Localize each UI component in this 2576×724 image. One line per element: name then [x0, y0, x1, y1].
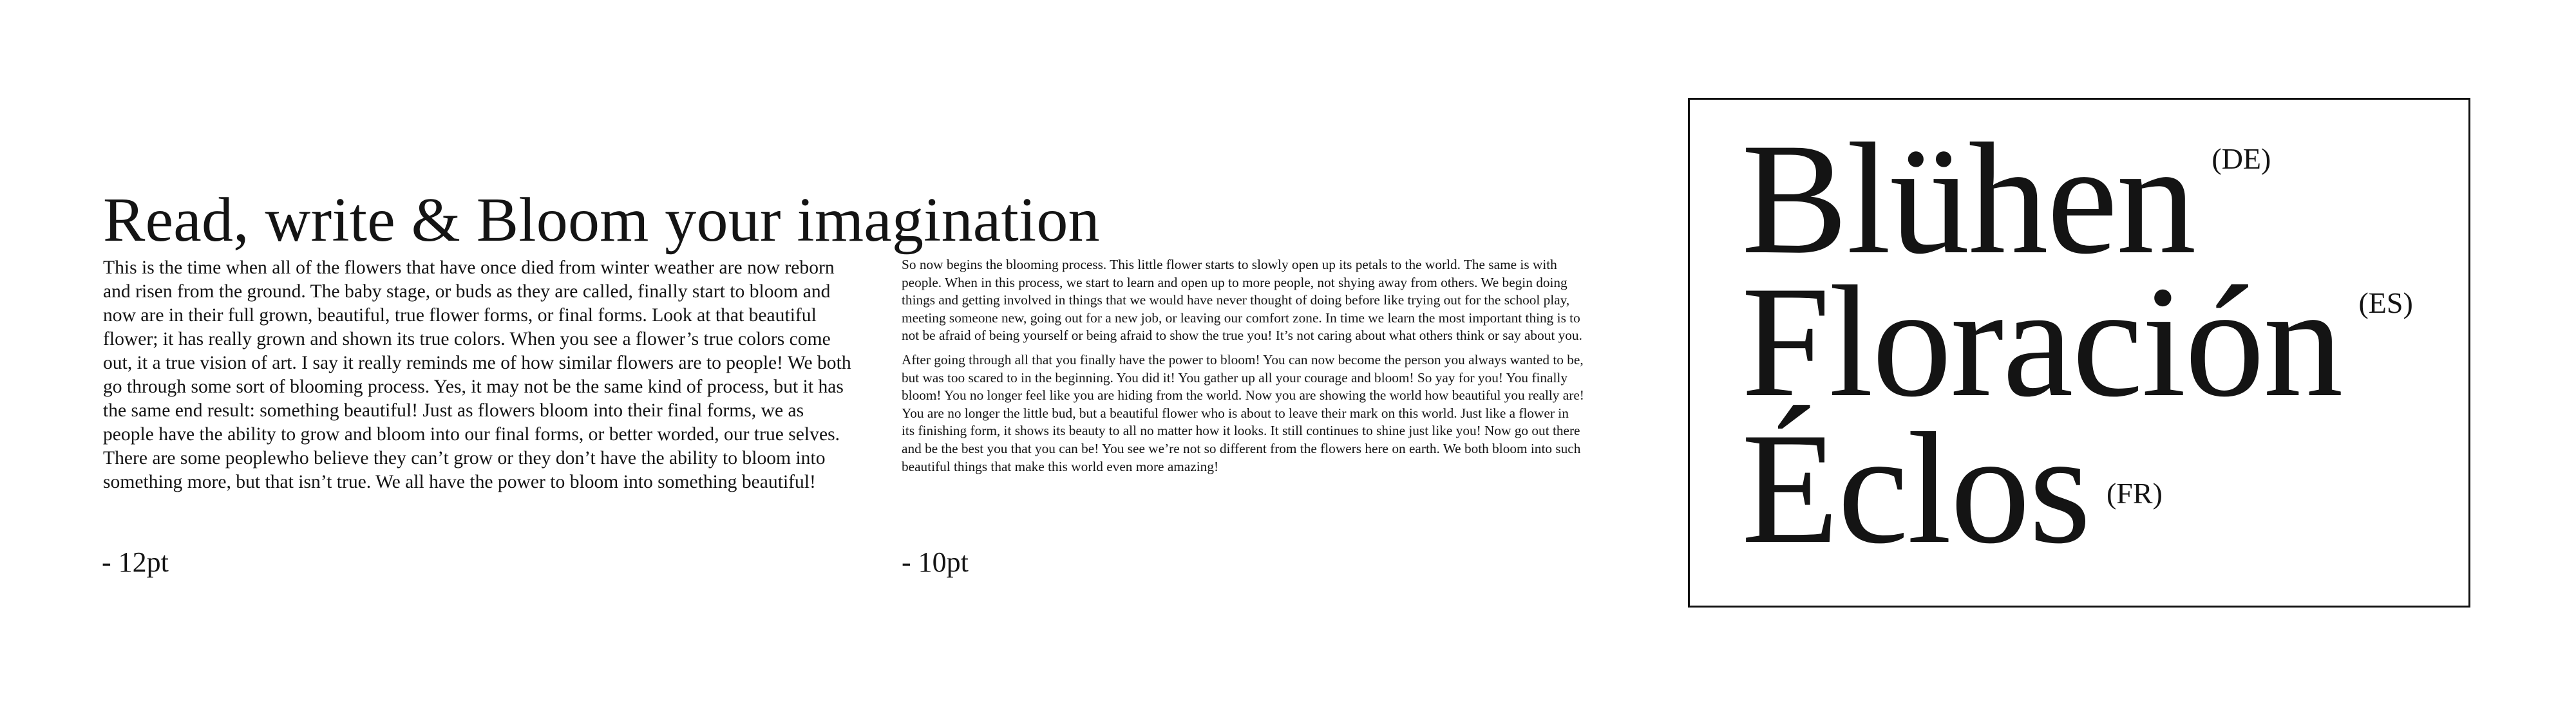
translation-spanish — [1741, 253, 2413, 430]
font-size-label-10pt: - 10pt — [902, 546, 969, 578]
body-paragraph-12pt: This is the time when all of the flowers that have once died from winter weather are now reborn and risen from the ground. The baby stage, or buds as they are called, finally start to bloom and now are in their full grown, beautiful, true flower forms, or final forms. Look at that beautiful flower; it has really grown and shown its true colors. When you see a flower’s true colors come out, it a true vision of art. I say it really reminds me of how similar flowers are to people! We both go through some sort of blooming process. Yes, it may not be the same kind of process, but it has the same end result: something beautiful! Just as flowers bloom into their final forms, we as people have the ability to grow and bloom into our final forms, or better worded, our true selves. There are some peoplewho believe they can’t grow or they don’t have the ability to bloom into something more, but that isn’t true. We all have the power to bloom into something beautiful! — [103, 257, 851, 492]
body-paragraph-10pt-1: So now begins the blooming process. This little flower starts to slowly open up its petals to the world. The same is with people. When in this process, we start to learn and open up to more people, not shying away from others. We begin doing things and getting involved in things that we would have never thought of doing before like trying out for the school play, meeting someone new, going out for a new job, or leaving our comfort zone. In time we learn the most important thing is to not be afraid of being yourself or being afraid to show the true you! It’s not caring about what others think or say about you. — [902, 257, 1582, 344]
font-size-label-12pt: - 12pt — [102, 546, 169, 578]
translations-box — [1688, 98, 2470, 608]
text-column-10pt — [902, 256, 1584, 482]
text-column-12pt — [103, 256, 851, 494]
translation-french — [1741, 400, 2163, 577]
translation-word: Floración — [1741, 253, 2342, 430]
language-code: (DE) — [2211, 142, 2271, 175]
language-code: (ES) — [2358, 286, 2413, 319]
language-code: (FR) — [2106, 477, 2163, 510]
body-paragraph-10pt-2: After going through all that you finally have the power to bloom! You can now become the person you always wanted to be, but was too scared to in the beginning. You did it! You gather up all your courage and bloom! So yay for you! You finally bloom! You no longer feel like you are hiding from the world. Now you are showing the world how beautiful you really are! You are no longer the little bud, but a beautiful flower who is about to leave their mark on this world. Just like a flower in its finishing form, it shows its beauty to all no matter how it looks. It still continues to shine just like you! Now go out there and be the best you that you can be! You see we’re not so different from the flowers here on earth. We both bloom into such beautiful things that make this world even more amazing! — [902, 351, 1584, 474]
translation-word: Blühen — [1741, 110, 2195, 287]
page-heading: Read, write & Bloom your imagination — [103, 185, 1100, 255]
translation-word: Éclos — [1741, 400, 2090, 577]
